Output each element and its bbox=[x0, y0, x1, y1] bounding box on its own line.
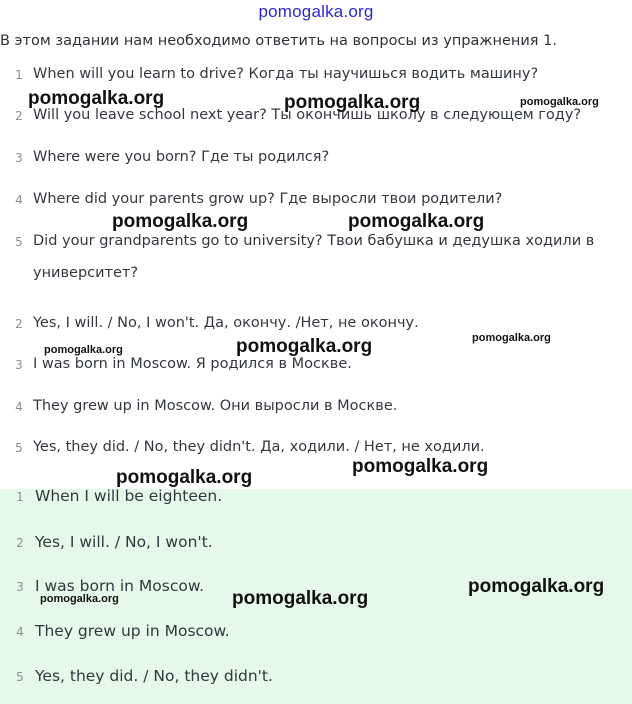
question-text: Where were you born? Где ты родился? bbox=[33, 149, 330, 165]
question-number: 5 bbox=[15, 235, 23, 249]
answer-text: They grew up in Moscow. bbox=[35, 622, 230, 640]
answer-number: 1 bbox=[16, 490, 24, 504]
question-text: Where did your parents grow up? Где выросли твои родители? bbox=[33, 191, 503, 207]
answer-number: 5 bbox=[16, 670, 24, 684]
watermark: pomogalka.org bbox=[112, 211, 249, 232]
answer-number: 2 bbox=[15, 317, 23, 331]
answer-text: I was born in Moscow. bbox=[35, 577, 205, 595]
watermark: pomogalka.org bbox=[44, 344, 123, 356]
answer-number: 2 bbox=[16, 536, 24, 550]
question-number: 2 bbox=[15, 109, 23, 123]
question-number: 1 bbox=[15, 68, 23, 82]
header-watermark: pomogalka.org bbox=[258, 2, 374, 21]
watermark: pomogalka.org bbox=[28, 88, 165, 109]
answer-number: 3 bbox=[15, 358, 23, 372]
answer-number: 3 bbox=[16, 580, 24, 594]
answer-text: Yes, I will. / No, I won't. Да, окончу. /Нет, не окончу. bbox=[33, 315, 419, 331]
watermark: pomogalka.org bbox=[236, 336, 373, 357]
answer-number: 4 bbox=[15, 400, 23, 414]
watermark: pomogalka.org bbox=[284, 92, 421, 113]
question-text: When will you learn to drive? Когда ты научишься водить машину? bbox=[33, 66, 539, 82]
question-text-continued: университет? bbox=[33, 265, 139, 281]
question-text: Did your grandparents go to university? Твои бабушка и дедушка ходили в bbox=[33, 233, 595, 249]
watermark: pomogalka.org bbox=[468, 576, 605, 597]
answer-number: 4 bbox=[16, 625, 24, 639]
watermark: pomogalka.org bbox=[40, 593, 119, 605]
watermark: pomogalka.org bbox=[352, 456, 489, 477]
watermark: pomogalka.org bbox=[232, 588, 369, 609]
answer-number: 5 bbox=[15, 441, 23, 455]
answer-text: When I will be eighteen. bbox=[35, 487, 223, 505]
answer-text: Yes, I will. / No, I won't. bbox=[35, 533, 213, 551]
watermark: pomogalka.org bbox=[520, 96, 599, 108]
question-number: 3 bbox=[15, 151, 23, 165]
watermark: pomogalka.org bbox=[116, 467, 253, 488]
question-text: Will you leave school next year? Ты окончишь школу в следующем году? bbox=[33, 107, 582, 123]
answer-text: They grew up in Moscow. Они выросли в Москве. bbox=[33, 398, 398, 414]
answer-text: Yes, they did. / No, they didn't. bbox=[35, 667, 273, 685]
question-number: 4 bbox=[15, 193, 23, 207]
answer-text: Yes, they did. / No, they didn't. Да, ходили. / Нет, не ходили. bbox=[33, 439, 485, 455]
watermark: pomogalka.org bbox=[472, 332, 551, 344]
intro-text: В этом задании нам необходимо ответить на вопросы из упражнения 1. bbox=[0, 33, 557, 49]
answer-text: I was born in Moscow. Я родился в Москве. bbox=[33, 356, 352, 372]
watermark: pomogalka.org bbox=[348, 211, 485, 232]
